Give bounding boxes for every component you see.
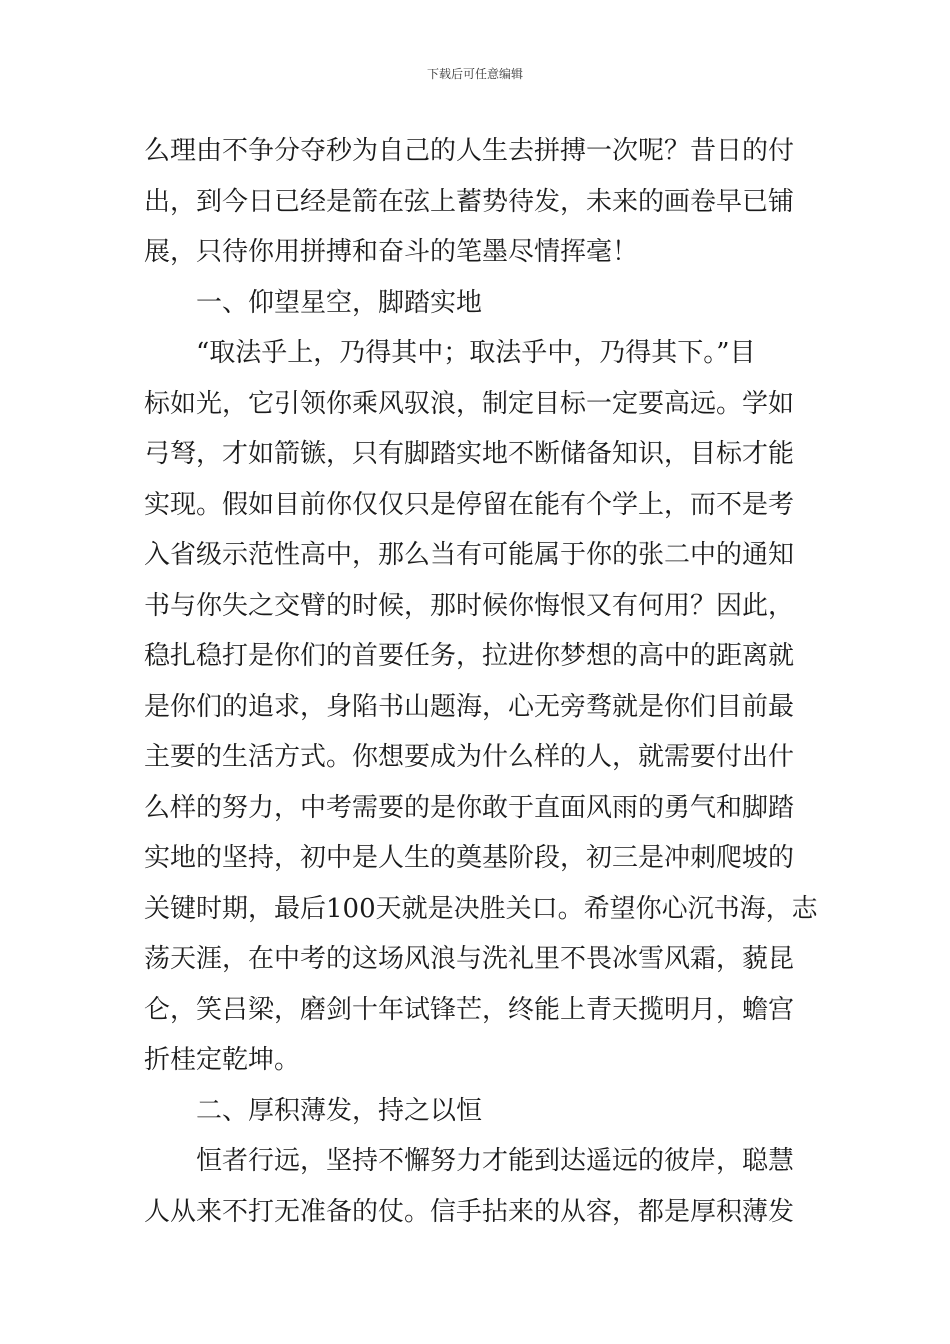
header-note: 下载后可任意编辑 <box>426 67 523 81</box>
body-line: 入省级示范性高中，那么当有可能属于你的张二中的通知 <box>144 540 795 570</box>
body-line: 出，到今日已经是箭在弦上蓄势待发，未来的画卷早已铺 <box>144 186 795 217</box>
body-line: 标如光，它引领你乘风驭浪，制定目标一定要高远。学如 <box>144 388 795 419</box>
body-line: 荡天涯，在中考的这场风浪与洗礼里不畏冰雪风霜，藐昆 <box>144 944 795 974</box>
body-line: 人从来不打无准备的仗。信手拈来的从容，都是厚积薄发 <box>144 1196 795 1227</box>
body-line: 实地的坚持，初中是人生的奠基阶段，初三是冲刺爬坡的 <box>144 843 795 873</box>
paragraph-start-line: “取法乎上，乃得其中；取法乎中，乃得其下。”目 <box>196 338 756 368</box>
body-line: 折桂定乾坤。 <box>144 1045 301 1075</box>
paragraph-start-line: 恒者行远，坚持不懈努力才能到达遥远的彼岸，聪慧 <box>196 1146 795 1176</box>
body-line: 关键时期，最后100天就是决胜关口。希望你心沉书海，志 <box>144 893 818 924</box>
body-line: 实现。假如目前你仅仅只是停留在能有个学上，而不是考 <box>144 489 795 520</box>
body-line: 么样的努力，中考需要的是你敢于直面风雨的勇气和脚踏 <box>144 792 795 823</box>
body-line: 主要的生活方式。你想要成为什么样的人，就需要付出什 <box>144 742 795 772</box>
section-heading: 一、仰望星空，脚踏实地 <box>196 287 483 318</box>
body-line: 么理由不争分夺秒为自己的人生去拼搏一次呢？昔日的付 <box>144 136 795 166</box>
body-line: 仑，笑吕梁，磨剑十年试锋芒，终能上青天揽明月，蟾宫 <box>144 994 795 1025</box>
body-line: 书与你失之交臂的时候，那时候你悔恨又有何用？因此， <box>144 590 795 621</box>
document-body <box>144 126 818 1237</box>
body-line: 是你们的追求，身陷书山题海，心无旁骛就是你们目前最 <box>144 691 795 722</box>
body-line: 展，只待你用拼搏和奋斗的笔墨尽情挥毫！ <box>144 237 639 267</box>
section-heading: 二、厚积薄发，持之以恒 <box>196 1095 483 1126</box>
body-line: 弓弩，才如箭镞，只有脚踏实地不断储备知识，目标才能 <box>144 439 795 469</box>
body-line: 稳扎稳打是你们的首要任务，拉进你梦想的高中的距离就 <box>144 641 795 671</box>
